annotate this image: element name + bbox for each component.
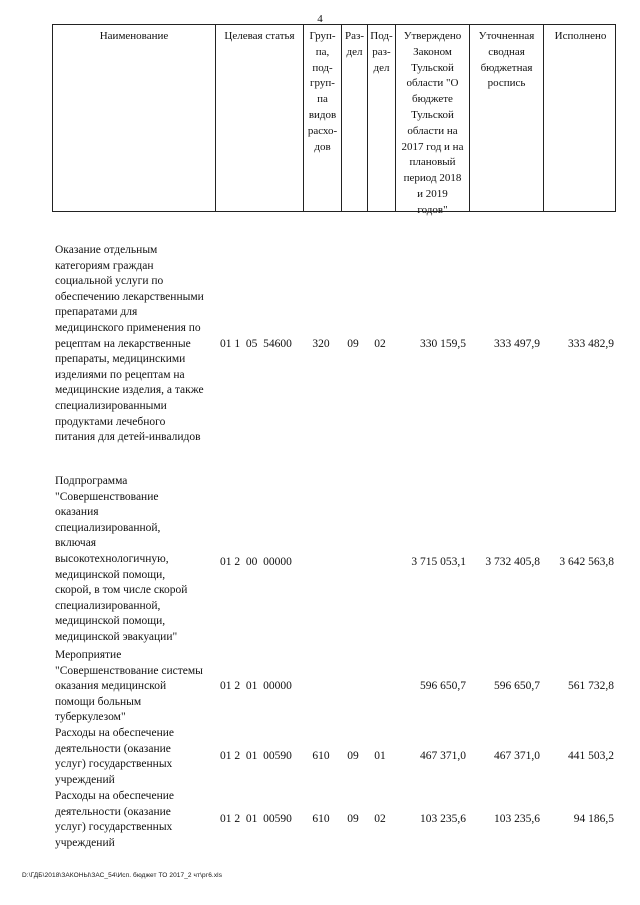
- row-section: 09: [347, 813, 359, 825]
- file-path-footer: D:\ГДБ\2018\ЗАКОНЫ\ЗАС_54\Исп. бюджет ТО 2017_2 чт\рг6.xls: [22, 872, 223, 879]
- row-target: 01 2 00 00000: [220, 556, 292, 568]
- row-executed: 333 482,9: [568, 338, 614, 350]
- header-approved: Утверждено Законом Тульской области "О бюджете Тульской области на 2017 год и на плановый период 2018 и 2019 годов": [395, 25, 469, 211]
- row-approved: 330 159,5: [420, 338, 466, 350]
- page-number: 4: [317, 13, 323, 25]
- row-subsection: 01: [374, 750, 386, 762]
- header-executed: Исполнено: [543, 25, 617, 211]
- header-expense-group: Груп- па, под- груп- па видов расхо- дов: [303, 25, 341, 211]
- row-refined: 467 371,0: [494, 750, 540, 762]
- row-name: Подпрограмма "Совершенствование оказания специализированной, включая высокотехнологичную, медицинской помощи, скорой, в том числе скорой специализированной, медицинской помощи, медицинской эвакуации": [55, 475, 188, 643]
- row-executed: 94 186,5: [573, 813, 614, 825]
- row-approved: 103 235,6: [420, 813, 466, 825]
- row-name: Расходы на обеспечение деятельности (оказание услуг) государственных учреждений: [55, 790, 174, 849]
- row-refined: 333 497,9: [494, 338, 540, 350]
- row-refined: 596 650,7: [494, 680, 540, 692]
- row-name: Оказание отдельным категориям граждан социальной услуги по обеспечению лекарственными препаратами для медицинского применения по рецептам на лекарственные препараты, медицинскими изделиями по рецептам на медицинские изделия, а также специализированными продуктами лечебного питания для детей-инвалидов: [55, 244, 204, 444]
- header-target-article: Целевая статья: [215, 25, 303, 211]
- row-section: 09: [347, 338, 359, 350]
- row-target: 01 1 05 54600: [220, 338, 292, 350]
- header-section: Раз- дел: [341, 25, 367, 211]
- row-approved: 596 650,7: [420, 680, 466, 692]
- row-group: 610: [312, 750, 330, 762]
- row-name: Расходы на обеспечение деятельности (оказание услуг) государственных учреждений: [55, 727, 174, 786]
- row-target: 01 2 01 00590: [220, 813, 292, 825]
- row-group: 610: [312, 813, 330, 825]
- row-target: 01 2 01 00000: [220, 680, 292, 692]
- row-subsection: 02: [374, 813, 386, 825]
- row-executed: 441 503,2: [568, 750, 614, 762]
- row-executed: 561 732,8: [568, 680, 614, 692]
- row-refined: 3 732 405,8: [485, 556, 540, 568]
- header-subsection: Под- раз- дел: [367, 25, 395, 211]
- table-header: [52, 24, 616, 216]
- row-approved: 3 715 053,1: [411, 556, 466, 568]
- row-executed: 3 642 563,8: [559, 556, 614, 568]
- row-section: 09: [347, 750, 359, 762]
- row-name: Мероприятие "Совершенствование системы оказания медицинской помощи больным туберкулезом": [55, 649, 203, 724]
- row-approved: 467 371,0: [420, 750, 466, 762]
- row-refined: 103 235,6: [494, 813, 540, 825]
- row-group: 320: [312, 338, 330, 350]
- row-subsection: 02: [374, 338, 386, 350]
- row-target: 01 2 01 00590: [220, 750, 292, 762]
- header-refined: Уточненная сводная бюджетная роспись: [469, 25, 543, 211]
- header-name: Наименование: [99, 30, 169, 42]
